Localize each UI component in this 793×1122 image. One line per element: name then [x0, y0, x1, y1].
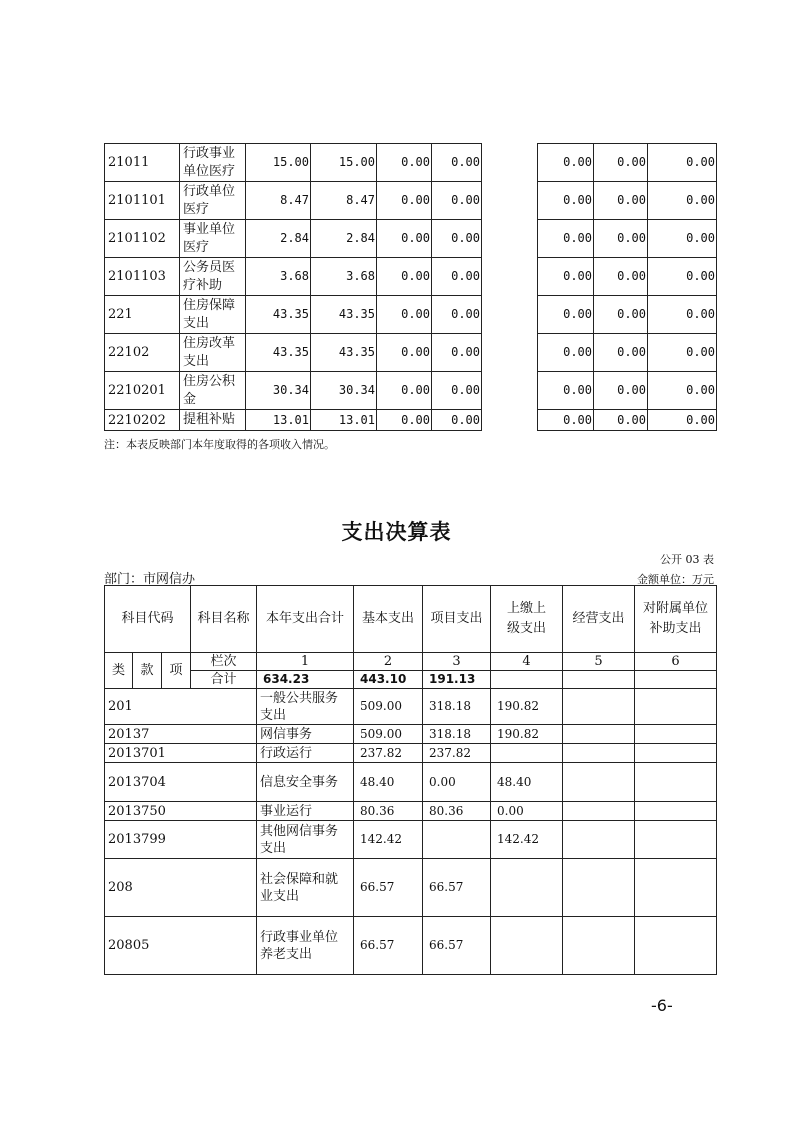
row-business [635, 917, 717, 975]
row-value-c3: 0.00 [377, 182, 432, 220]
row-value-c4: 0.00 [432, 372, 482, 410]
row-value-c7: 0.00 [594, 258, 648, 296]
row-value-c5 [482, 258, 538, 296]
row-value-c5 [482, 182, 538, 220]
row-total: 142.42 [354, 821, 423, 859]
table-row [105, 689, 717, 725]
row-name: 行政事业单位养老支出 [257, 917, 354, 975]
income-note: 注：本表反映部门本年度取得的各项收入情况。 [104, 438, 335, 451]
row-value-c5 [482, 372, 538, 410]
row-code: 2101102 [105, 220, 180, 258]
row-value-c5 [482, 410, 538, 431]
row-business [635, 725, 717, 744]
table-row [105, 821, 717, 859]
row-basic: 0.00 [423, 763, 491, 802]
row-value-c7: 0.00 [594, 334, 648, 372]
row-value-c6: 0.00 [538, 334, 594, 372]
row-value-c8: 0.00 [648, 144, 717, 182]
row-total: 48.40 [354, 763, 423, 802]
table-row [105, 296, 717, 334]
table-row [105, 802, 717, 821]
row-business [635, 802, 717, 821]
header-kuan: 款 [133, 653, 162, 689]
col-number-1: 1 [257, 653, 354, 671]
row-upper [563, 744, 635, 763]
header-row [105, 586, 717, 653]
row-upper [563, 725, 635, 744]
row-name: 社会保障和就业支出 [257, 859, 354, 917]
total-label: 合计 [191, 671, 257, 689]
row-total: 80.36 [354, 802, 423, 821]
row-value-c1: 15.00 [246, 144, 311, 182]
row-upper [563, 802, 635, 821]
row-value-c3: 0.00 [377, 372, 432, 410]
row-project: 142.42 [491, 821, 563, 859]
row-value-c4: 0.00 [432, 296, 482, 334]
col-number-3: 3 [423, 653, 491, 671]
row-code: 221 [105, 296, 180, 334]
row-name: 公务员医疗补助 [180, 258, 246, 296]
unit-label: 金额单位：万元 [637, 573, 714, 586]
row-upper [563, 689, 635, 725]
row-project: 190.82 [491, 689, 563, 725]
row-value-c4: 0.00 [432, 182, 482, 220]
row-value-c8: 0.00 [648, 220, 717, 258]
row-value-c4: 0.00 [432, 334, 482, 372]
row-name: 一般公共服务支出 [257, 689, 354, 725]
total-row [105, 671, 717, 689]
row-value-c6: 0.00 [538, 296, 594, 334]
row-project: 190.82 [491, 725, 563, 744]
row-value-c5 [482, 334, 538, 372]
row-basic: 318.18 [423, 689, 491, 725]
table-row [105, 410, 717, 431]
row-business [635, 689, 717, 725]
row-total: 509.00 [354, 725, 423, 744]
row-name: 住房公积金 [180, 372, 246, 410]
row-value-c3: 0.00 [377, 220, 432, 258]
row-name: 行政单位医疗 [180, 182, 246, 220]
row-code: 21011 [105, 144, 180, 182]
row-value-c6: 0.00 [538, 410, 594, 431]
table-row [105, 334, 717, 372]
row-value-c7: 0.00 [594, 220, 648, 258]
row-basic: 237.82 [423, 744, 491, 763]
row-project: 48.40 [491, 763, 563, 802]
row-value-c8: 0.00 [648, 258, 717, 296]
row-value-c8: 0.00 [648, 372, 717, 410]
total-sum: 634.23 [257, 671, 354, 689]
row-value-c4: 0.00 [432, 220, 482, 258]
row-value-c6: 0.00 [538, 220, 594, 258]
column-number-row [105, 653, 717, 671]
row-total: 66.57 [354, 859, 423, 917]
row-value-c2: 30.34 [311, 372, 377, 410]
row-value-c6: 0.00 [538, 372, 594, 410]
row-name: 事业单位医疗 [180, 220, 246, 258]
row-business [635, 744, 717, 763]
row-business [635, 821, 717, 859]
row-value-c2: 15.00 [311, 144, 377, 182]
row-total: 509.00 [354, 689, 423, 725]
row-name: 信息安全事务 [257, 763, 354, 802]
row-value-c8: 0.00 [648, 296, 717, 334]
row-name: 其他网信事务支出 [257, 821, 354, 859]
row-value-c8: 0.00 [648, 182, 717, 220]
table-row [105, 258, 717, 296]
row-value-c4: 0.00 [432, 410, 482, 431]
row-value-c1: 13.01 [246, 410, 311, 431]
row-name: 行政运行 [257, 744, 354, 763]
row-name: 住房改革支出 [180, 334, 246, 372]
col-number-4: 4 [491, 653, 563, 671]
row-upper [563, 917, 635, 975]
row-business [635, 859, 717, 917]
table-row [105, 725, 717, 744]
row-code: 20805 [105, 917, 257, 975]
table-row [105, 744, 717, 763]
header-business: 经营支出 [563, 586, 635, 653]
row-value-c3: 0.00 [377, 410, 432, 431]
header-code: 科目代码 [105, 586, 191, 653]
table-row [105, 144, 717, 182]
col-number-2: 2 [354, 653, 423, 671]
row-value-c1: 30.34 [246, 372, 311, 410]
table-number: 公开 03 表 [660, 553, 714, 566]
row-basic: 66.57 [423, 917, 491, 975]
row-code: 22102 [105, 334, 180, 372]
row-value-c7: 0.00 [594, 182, 648, 220]
row-code: 2210202 [105, 410, 180, 431]
row-code: 2013704 [105, 763, 257, 802]
row-value-c3: 0.00 [377, 258, 432, 296]
row-code: 2101103 [105, 258, 180, 296]
table-row [105, 372, 717, 410]
header-lanci: 栏次 [191, 653, 257, 671]
row-code: 2013750 [105, 802, 257, 821]
row-basic: 66.57 [423, 859, 491, 917]
row-value-c2: 3.68 [311, 258, 377, 296]
total-project: 191.13 [423, 671, 491, 689]
row-code: 2210201 [105, 372, 180, 410]
row-basic [423, 821, 491, 859]
row-name: 网信事务 [257, 725, 354, 744]
row-value-c6: 0.00 [538, 144, 594, 182]
row-code: 2101101 [105, 182, 180, 220]
row-value-c6: 0.00 [538, 258, 594, 296]
row-value-c8: 0.00 [648, 334, 717, 372]
table-row [105, 220, 717, 258]
header-subsidiary: 对附属单位补助支出 [635, 586, 717, 653]
row-value-c1: 3.68 [246, 258, 311, 296]
row-upper [563, 859, 635, 917]
row-value-c4: 0.00 [432, 144, 482, 182]
row-project: 0.00 [491, 802, 563, 821]
row-code: 2013701 [105, 744, 257, 763]
row-upper [563, 821, 635, 859]
row-value-c2: 8.47 [311, 182, 377, 220]
row-upper [563, 763, 635, 802]
table-row [105, 859, 717, 917]
header-xiang: 项 [162, 653, 191, 689]
row-name: 住房保障支出 [180, 296, 246, 334]
page-number: -6- [651, 996, 673, 1015]
header-total: 本年支出合计 [257, 586, 354, 653]
row-code: 208 [105, 859, 257, 917]
row-value-c1: 8.47 [246, 182, 311, 220]
row-value-c4: 0.00 [432, 258, 482, 296]
row-value-c1: 43.35 [246, 334, 311, 372]
income-table [104, 143, 717, 431]
row-value-c7: 0.00 [594, 410, 648, 431]
row-value-c8: 0.00 [648, 410, 717, 431]
row-value-c2: 43.35 [311, 296, 377, 334]
header-basic: 基本支出 [354, 586, 423, 653]
row-name: 行政事业单位医疗 [180, 144, 246, 182]
table-row [105, 763, 717, 802]
header-project: 项目支出 [423, 586, 491, 653]
header-name: 科目名称 [191, 586, 257, 653]
row-name: 提租补贴 [180, 410, 246, 431]
table-row [105, 917, 717, 975]
table-row [105, 182, 717, 220]
col-number-6: 6 [635, 653, 717, 671]
row-basic: 80.36 [423, 802, 491, 821]
row-value-c5 [482, 296, 538, 334]
row-project [491, 859, 563, 917]
row-business [635, 763, 717, 802]
row-value-c2: 43.35 [311, 334, 377, 372]
row-value-c1: 2.84 [246, 220, 311, 258]
row-value-c3: 0.00 [377, 296, 432, 334]
row-value-c5 [482, 220, 538, 258]
header-upper: 上缴上级支出 [491, 586, 563, 653]
row-total: 66.57 [354, 917, 423, 975]
row-value-c7: 0.00 [594, 372, 648, 410]
row-value-c2: 13.01 [311, 410, 377, 431]
expenditure-table [104, 585, 717, 975]
header-lei: 类 [105, 653, 133, 689]
row-value-c7: 0.00 [594, 144, 648, 182]
row-value-c1: 43.35 [246, 296, 311, 334]
row-value-c3: 0.00 [377, 144, 432, 182]
row-value-c5 [482, 144, 538, 182]
row-value-c7: 0.00 [594, 296, 648, 334]
row-name: 事业运行 [257, 802, 354, 821]
total-basic: 443.10 [354, 671, 423, 689]
row-total: 237.82 [354, 744, 423, 763]
col-number-5: 5 [563, 653, 635, 671]
row-project [491, 744, 563, 763]
row-basic: 318.18 [423, 725, 491, 744]
row-code: 20137 [105, 725, 257, 744]
row-project [491, 917, 563, 975]
row-value-c6: 0.00 [538, 182, 594, 220]
row-value-c2: 2.84 [311, 220, 377, 258]
row-code: 2013799 [105, 821, 257, 859]
department-label: 部门：市网信办 [104, 572, 196, 587]
row-code: 201 [105, 689, 257, 725]
row-value-c3: 0.00 [377, 334, 432, 372]
page-title: 支出决算表 [341, 520, 452, 544]
